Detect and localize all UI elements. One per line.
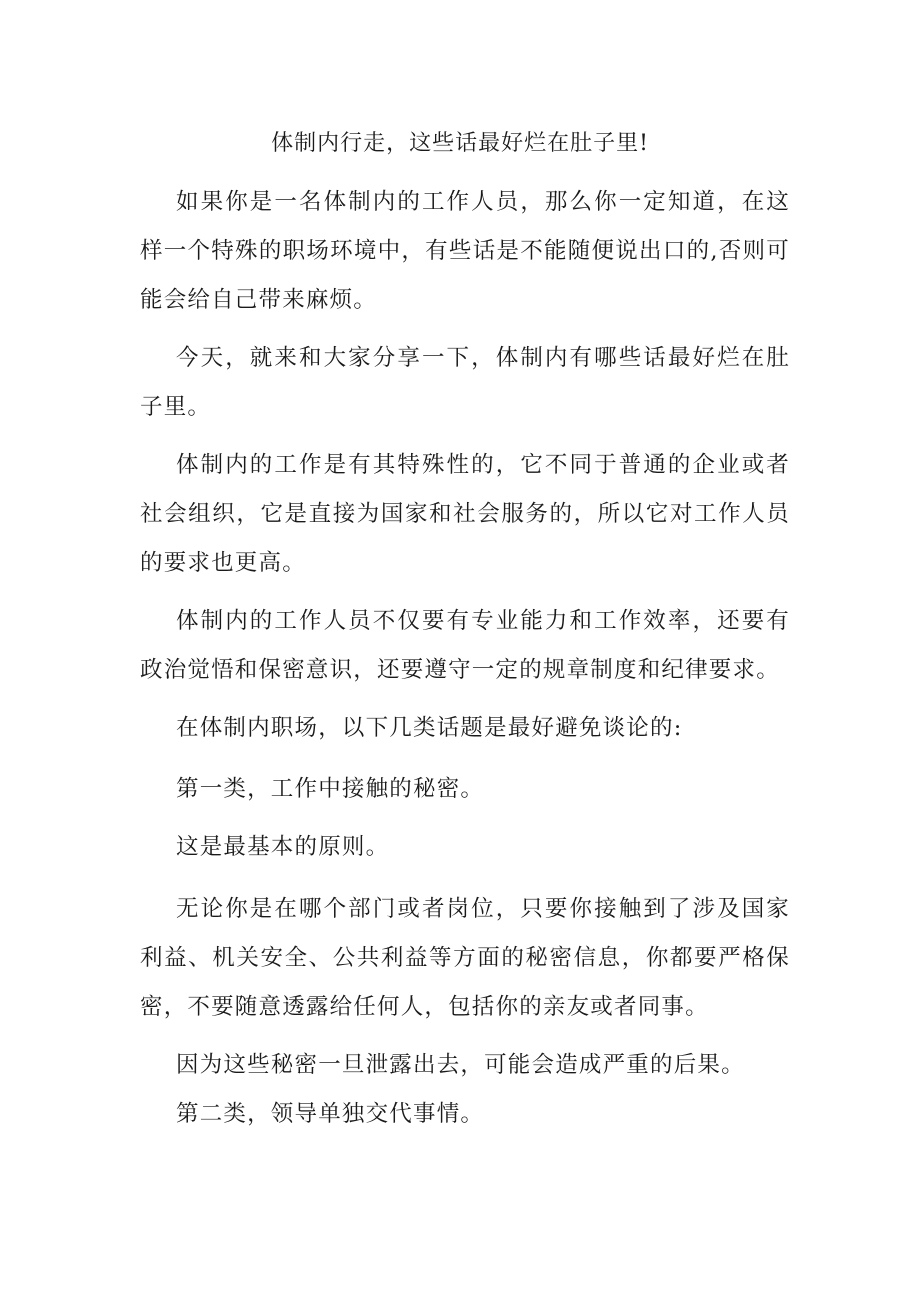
paragraph-2: 今天，就来和大家分享一下，体制内有哪些话最好烂在肚子里。 [140, 345, 790, 420]
paragraph-1: 如果你是一名体制内的工作人员，那么你一定知道，在这样一个特殊的职场环境中，有些话是不能随便说出口的,否则可能会给自己带来麻烦。 [140, 189, 790, 313]
paragraph-3: 体制内的工作是有其特殊性的，它不同于普通的企业或者社会组织，它是直接为国家和社会服务的，所以它对工作人员的要求也更高。 [140, 452, 790, 576]
paragraph-8: 无论你是在哪个部门或者岗位，只要你接触到了涉及国家利益、机关安全、公共利益等方面的秘密信息，你都要严格保密，不要随意透露给任何人，包括你的亲友或者同事。 [140, 896, 790, 1020]
paragraph-9: 因为这些秘密一旦泄露出去，可能会造成严重的后果。 [176, 1052, 745, 1078]
paragraph-5: 在体制内职场，以下几类话题是最好避免谈论的: [176, 715, 683, 741]
paragraph-4: 体制内的工作人员不仅要有专业能力和工作效率，还要有政治觉悟和保密意识，还要遵守一定的规章制度和纪律要求。 [140, 608, 790, 683]
document-title: 体制内行走，这些话最好烂在肚子里! [271, 131, 649, 156]
paragraph-7: 这是最基本的原则。 [176, 834, 390, 860]
paragraph-6: 第一类，工作中接触的秘密。 [176, 776, 485, 802]
paragraph-10: 第二类，领导单独交代事情。 [176, 1101, 485, 1127]
